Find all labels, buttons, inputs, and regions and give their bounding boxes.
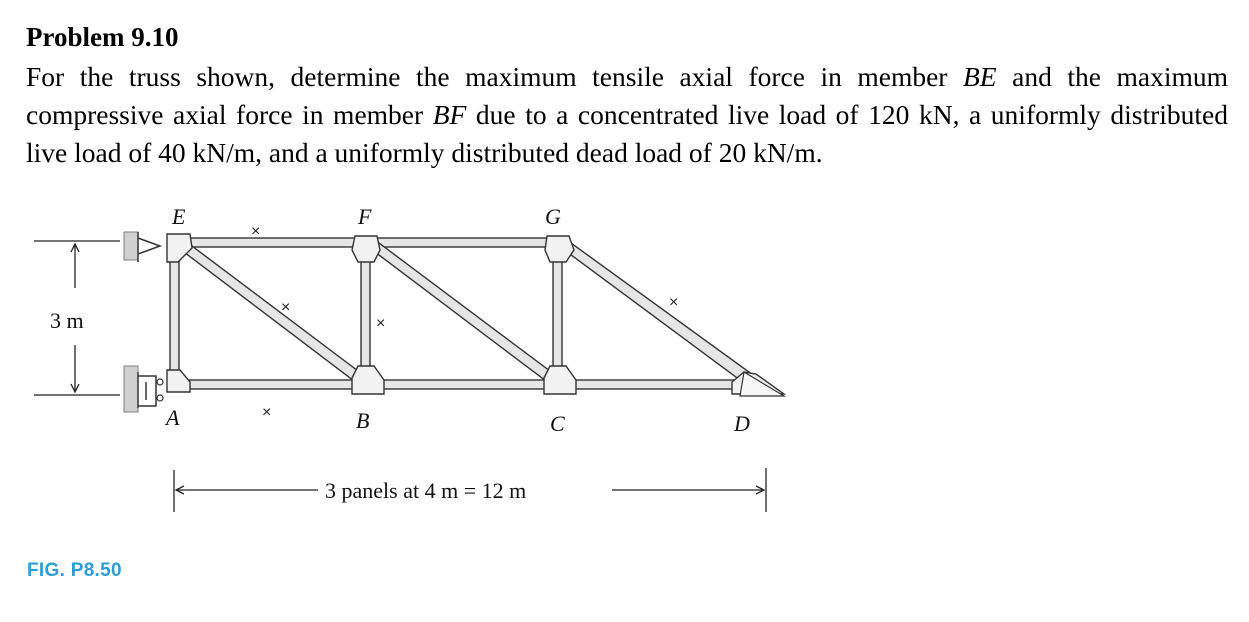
- wall-hatch-bottom: [124, 366, 138, 412]
- wall-hatch-top: [124, 232, 138, 260]
- marker-member-ab: ×: [262, 404, 272, 421]
- marker-member-ef: ×: [251, 223, 261, 240]
- member-eb: [176, 243, 370, 384]
- support-d-tip: [740, 372, 784, 396]
- roller-1-icon: [157, 379, 163, 385]
- height-label: 3 m: [50, 308, 84, 333]
- member-ad: [170, 380, 762, 389]
- gusset-e: [167, 234, 192, 262]
- marker-member-gd: ×: [669, 294, 679, 311]
- node-label-d: D: [734, 411, 750, 436]
- gusset-f: [352, 236, 380, 262]
- wall-supports: [124, 232, 163, 412]
- gusset-g: [545, 236, 574, 262]
- member-be: BE: [962, 61, 997, 92]
- member-fc: [367, 243, 562, 384]
- problem-title: Problem 9.10: [26, 22, 179, 52]
- member-bf: BF: [432, 99, 467, 130]
- node-label-c: C: [550, 411, 565, 436]
- pin-support-e: [138, 232, 160, 262]
- node-label-e: E: [172, 204, 186, 229]
- gusset-b: [352, 366, 384, 394]
- statement-text-2: and the maximum compressive axial force in member: [26, 61, 1228, 130]
- span-label: 3 panels at 4 m = 12 m: [325, 478, 527, 503]
- gusset-a: [167, 370, 190, 392]
- roller-2-icon: [157, 395, 163, 401]
- marker-member-bf: ×: [376, 315, 386, 332]
- gusset-plates: [167, 234, 784, 394]
- statement-text-1: For the truss shown, determine the maximum tensile axial force in member: [26, 61, 963, 92]
- roller-support-a: [138, 372, 156, 408]
- figure-caption: FIG. P8.50: [27, 560, 122, 581]
- marker-member-eb: ×: [281, 299, 291, 316]
- node-label-b: B: [356, 408, 370, 433]
- member-gd: [559, 243, 760, 386]
- node-label-g: G: [545, 204, 561, 229]
- gusset-c: [544, 366, 576, 394]
- node-label-a: A: [166, 405, 180, 430]
- truss-members: [170, 238, 762, 389]
- node-label-f: F: [358, 204, 372, 229]
- statement-text-3: due to a concentrated live load of 120 kN, a uniformly distributed live load of 40 kN/m, and a uniformly distributed dead load of 20 kN/m.: [26, 99, 1228, 168]
